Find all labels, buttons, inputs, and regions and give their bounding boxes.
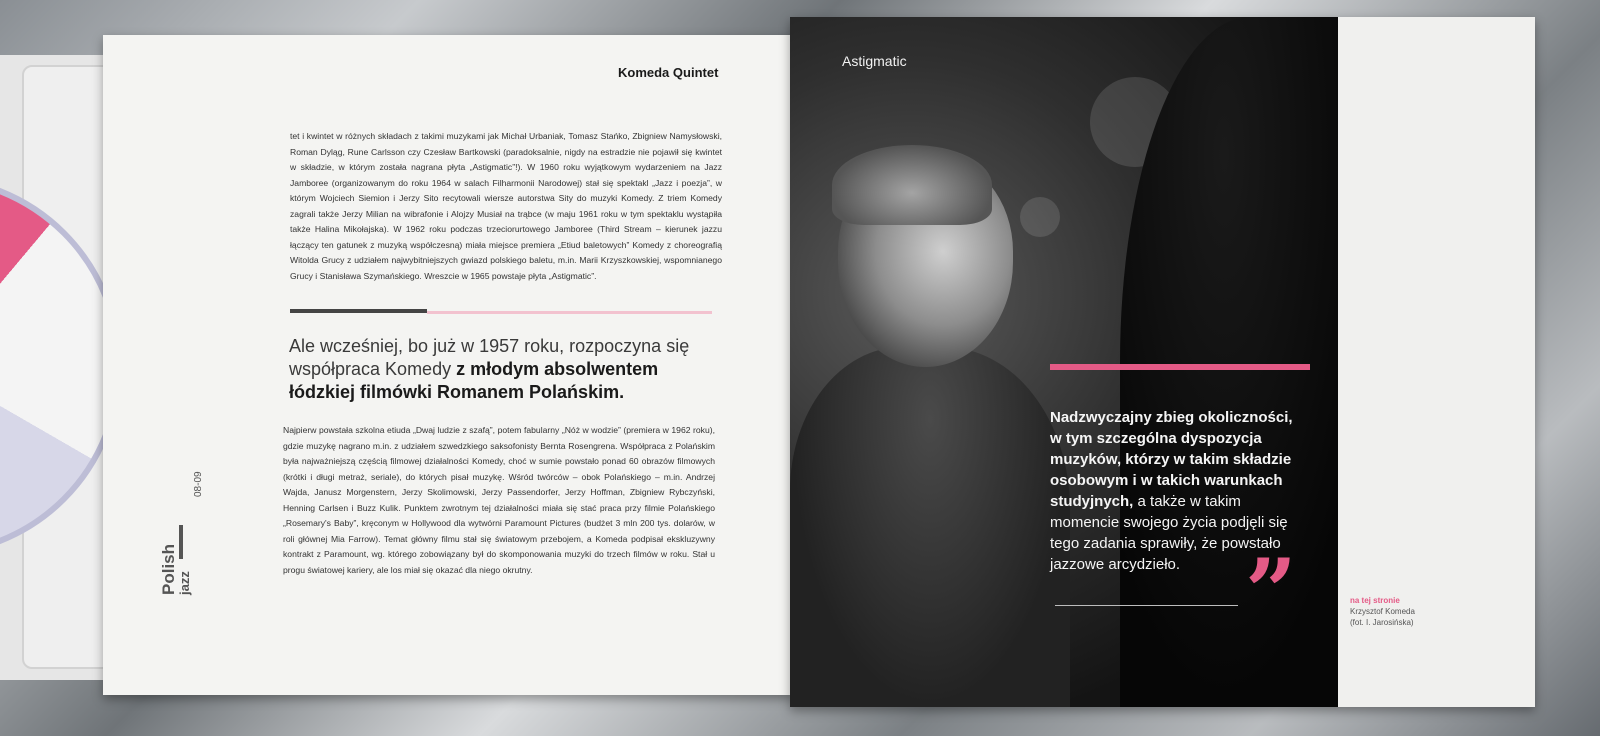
body-paragraph-2: Najpierw powstała szkolna etiuda „Dwaj ludzie z szafą”, potem fabularny „Nóż w wodzie” (premiera w 1962 roku), gdzie muzykę nagrano m.in. z udziałem szwedzkiego saksofonisty Bernta Rosengrena. Współpraca z Polańskim była najważniejszą częścią filmowej działalności Komedy, choć w sumie powstało ponad 60 obrazów filmowych (krótki i długi metraż, seriale), do których pisał muzykę. Wśród twórców – obok Polańskiego – m.in. Andrzej Wajda, Janusz Morgenstern, Jerzy Skolimowski, Jerzy Passendorfer, Jerzy Hoffman, Zbigniew Rybczyński, Henning Carlsen i Buzz Kulik. Punktem zwrotnym tej działalności miała się stać praca przy filmie Polańskiego „Rosemary's Baby”, kręconym w Hollywood dla wytwórni Paramount Pictures (budżet 3 mln 200 tys. dolarów, w roli głównej Mia Farrow). Temat główny filmu stał się światowym przebojem, a Komeda podpisał ekskluzywny kontrakt z Paramount, wg. którego zobowiązany był do skomponowania muzyki do trzech filmów w roku. Stał u progu światowej kariery, ale los miał się okazać dla niego okrutny. [283,425,715,575]
heading-normal-text: Ale wcześniej, bo już w 1957 roku, rozpoczyna się współpraca Komedy [289,336,690,379]
caption-name: Krzysztof Komeda [1350,607,1415,616]
body-paragraph-1: tet i kwintet w różnych składach z takimi muzykami jak Michał Urbaniak, Tomasz Stańko, Zbigniew Namysłowski, Roman Dyląg, Rune Carlsson czy Czesław Bartkowski (paradoksalnie, nigdy na estradzie nie pojawił się kwintet w składzie, w którym została nagrana płyta „Astigmatic”!). W 1960 roku wyjątkowym wydarzeniem na Jazz Jamboree (organizowanym do roku 1964 w salach Filharmonii Narodowej) stał się spektakl „Jazz i poezja”, w którym Wojciech Siemion i Jerzy Sito recytowali wiersze autorstwa Sity do muzyki Komedy. Z triem Komedy zagrali także Jerzy Milian na wibrafonie i Alojzy Musiał na trąbce (w maju 1961 roku w tym spektaklu wystąpiła także Halina Mikołajska). W 1962 roku podczas trzeciorurtowego Jamboree (Third Stream – kierunek jazzu łączący ten gatunek z muzyką współczesną) miała miejsce premiera „Etiud baletowych” Komedy z choreografią Witolda Grucy z udziałem najwybitniejszych gwiazd polskiego baletu, m.in. Marii Krzyszkowskiej, wspomnianego Grucy i Stanisława Szymańskiego. Wreszcie w 1965 powstaje płyta „Astigmatic”. [290,131,722,281]
background-light [1020,197,1060,237]
brand-line-1: Polish [159,543,178,595]
page-header: Komeda Quintet [618,65,719,80]
section-rule-pink [427,311,712,314]
quote-rule [1055,605,1238,606]
quote-bold-text: Nadzwyczajny zbieg okoliczności, w tym szczególna dyspozycja muzyków, którzy w takim składzie osobowym i w takich warunkach studyjnych, [1050,409,1293,510]
quote-accent-bar [1050,364,1310,370]
portrait-photo [790,17,1338,707]
quote-normal-text: a także w takim momencie swojego życia podjęli się tego zadania sprawiły, że powstało jazzowe arcydzieło. [1050,493,1288,573]
caption-title: na tej stronie [1350,596,1400,605]
caption-credit: (fot. I. Jarosińska) [1350,618,1414,627]
album-label: Astigmatic [842,53,907,69]
heading-bold-text: z młodym absolwentem łódzkiej filmówki Romanem Polańskim. [289,359,659,402]
section-heading [289,335,729,404]
section-rule-dark [290,309,427,313]
man-torso [790,347,1070,707]
left-booklet-page [103,35,793,695]
brand-line-2: jazz [177,571,192,595]
right-booklet-page [790,17,1535,707]
polish-jazz-logo [161,544,192,595]
quote-mark-icon: ” [1245,539,1297,645]
photo-caption [1350,595,1415,628]
page-numbers: 08-09 [193,471,204,497]
man-hair [832,145,992,225]
